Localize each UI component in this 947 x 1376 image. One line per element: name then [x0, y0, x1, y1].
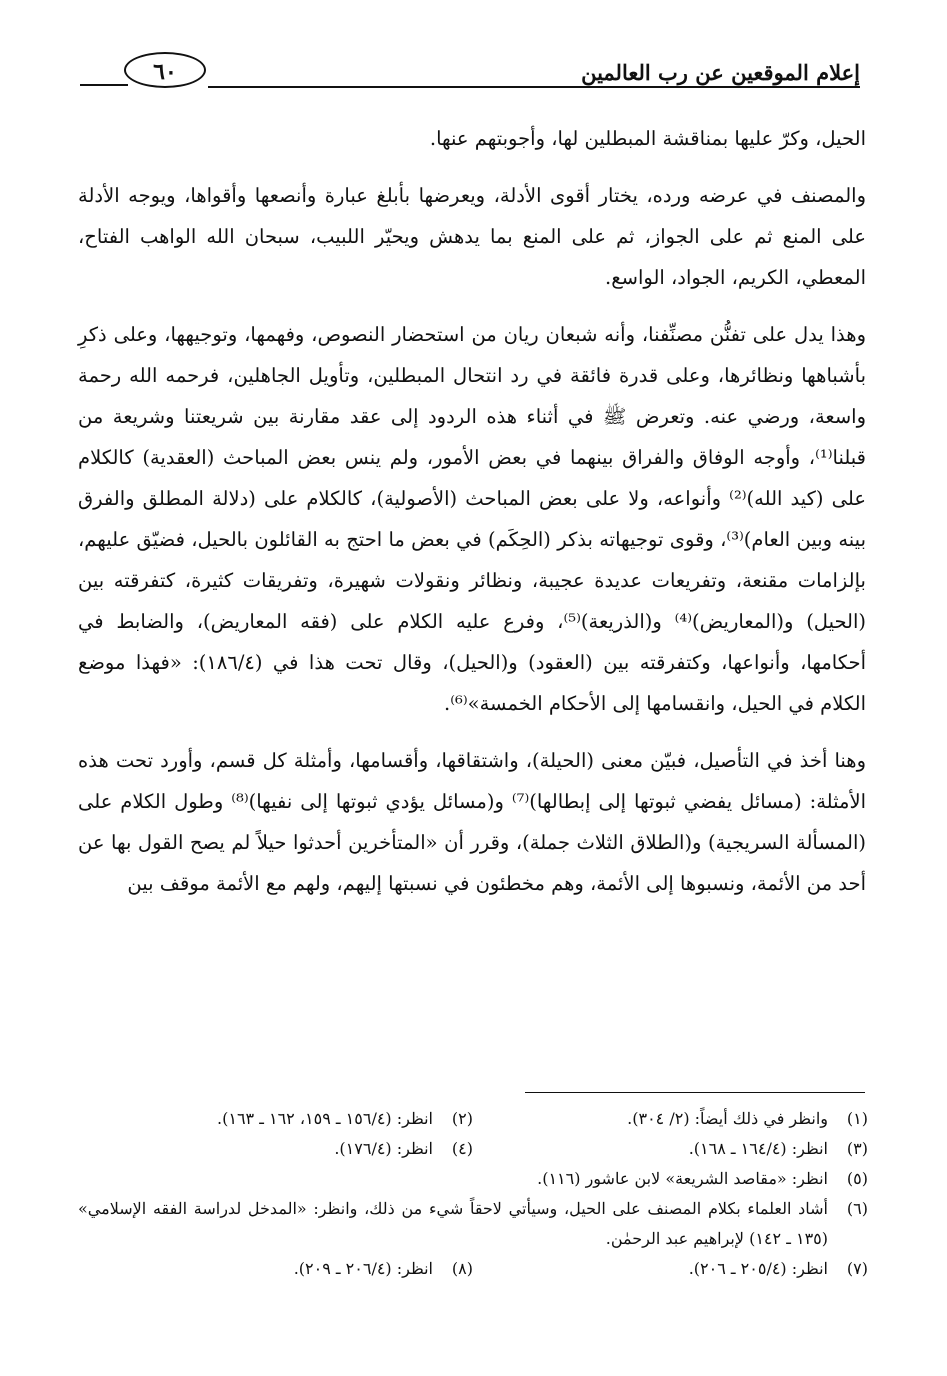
header-tail-rule: [80, 84, 128, 86]
footnote-number: (٦): [846, 1199, 868, 1218]
footnote-3: [473, 1134, 868, 1164]
footnote-5: [78, 1164, 868, 1194]
footnote-number: (٢): [451, 1109, 473, 1128]
footnote-text: انظر: (١٥٦/٤ ـ ١٥٩، ١٦٢ ـ ١٦٣).: [217, 1109, 433, 1128]
footnote-number: (٤): [451, 1139, 473, 1158]
footnote-8: [78, 1254, 473, 1284]
paragraph-1: الحيل، وكرّ عليها بمناقشة المبطلين لها، وأجوبتهم عنها.: [429, 127, 866, 150]
footnote-text: أشاد العلماء بكلام المصنف على الحيل، وسيأتي لاحقاً شيء من ذلك، وانظر: «المدخل لدراسة الفقه الإسلامي» (١٣٥ ـ ١٤٢) لإبراهيم عبد الرحمٰن.: [78, 1199, 828, 1248]
main-text: [78, 118, 866, 904]
footnote-4: [78, 1134, 473, 1164]
footnote-text: انظر: (٢٠٥/٤ ـ ٢٠٦).: [688, 1259, 828, 1278]
footnote-number: (٥): [846, 1169, 868, 1188]
footnote-number: (٣): [846, 1139, 868, 1158]
footnote-text: انظر: (٢٠٦/٤ ـ ٢٠٩).: [293, 1259, 433, 1278]
footnote-6: [78, 1194, 868, 1254]
running-header: [80, 50, 860, 92]
footnote-text: انظر: (١٧٦/٤).: [334, 1139, 433, 1158]
header-rule: [208, 86, 860, 88]
footnote-row: [78, 1254, 868, 1284]
footnote-1: [473, 1104, 868, 1134]
footnote-7: [473, 1254, 868, 1284]
footnote-row: [78, 1104, 868, 1134]
footnote-text: وانظر في ذلك أيضاً: (٢/ ٣٠٤).: [627, 1109, 828, 1128]
footnote-2: [78, 1104, 473, 1134]
footnote-text: انظر: (١٦٤/٤ ـ ١٦٨).: [688, 1139, 828, 1158]
footnote-separator: [525, 1092, 865, 1093]
footnote-number: (٧): [846, 1259, 868, 1278]
paragraph-4: وهنا أخذ في التأصيل، فبيّن معنى (الحيلة)، واشتقاقها، وأقسامها، وأمثلة كل قسم، وأورد تحت هذه الأمثلة: (مسائل يفضي ثبوتها إلى إبطالها)⁽⁷⁾ و(مسائل يؤدي ثبوتها إلى نفيها)⁽⁸⁾ وطول الكلام على (المسألة السريجية) و(الطلاق الثلاث جملة)، وقرر أن «المتأخرين أحدثوا حيلاً لم يصح القول بها عن أحد من الأئمة، ونسبوها إلى الأئمة، وهم مخطئون في نسبتها إليهم، ولهم مع الأئمة موقف بين: [78, 749, 866, 895]
footnote-number: (١): [846, 1109, 868, 1128]
book-title: إعلام الموقعين عن رب العالمين: [581, 60, 860, 85]
footnotes: [78, 1104, 868, 1284]
paragraph-2: والمصنف في عرضه ورده، يختار أقوى الأدلة، ويعرضها بأبلغ عبارة وأنصعها وأقواها، ويوجه الأدلة على المنع ثم على الجواز، ثم على المنع بما يدهش ويحيّر اللبيب، سبحان الله الواهب الفتاح، المعطي، الكريم، الجواد، الواسع.: [78, 184, 866, 289]
paragraph-3: وهذا يدل على تفنُّن مصنِّفنا، وأنه شبعان ريان من استحضار النصوص، وفهمها، وتوجيهها، وعلى ذكرِ بأشباهها ونظائرها، وعلى قدرة فائقة في رد انتحال المبطلين، وتأويل الجاهلين، فرحمه الله رحمة واسعة، ورضي عنه. وتعرض ﷺ في أثناء هذه الردود إلى عقد مقارنة بين شريعتنا وشريعة من قبلنا⁽¹⁾، وأوجه الوفاق والفراق بينهما في بعض الأمور، ولم ينس بعض المباحث (العقدية) كالكلام على (كيد الله)⁽²⁾ وأنواعه، ولا على بعض المباحث (الأصولية)، كالكلام على (دلالة المطلق والفرق بينه وبين العام)⁽³⁾، وقوى توجيهاته بذكر (الحِكَم) في بعض ما احتج به القائلون بالحيل، فضيّق عليهم، بإلزامات مقنعة، وتفريعات عديدة عجيبة، ونظائر ونقولات شهيرة، وتفريقات كثيرة، كتفرقته بين (الحيل) و(المعاريض)⁽⁴⁾ و(الذريعة)⁽⁵⁾، وفرع عليه الكلام على (فقه المعاريض)، والضابط في أحكامها، وأنواعها، وكتفرقته بين (العقود) و(الحيل)، وقال تحت هذا في (١٨٦/٤): «فهذا موضع الكلام في الحيل، وانقسامها إلى الأحكام الخمسة»⁽⁶⁾.: [78, 323, 867, 715]
footnote-number: (٨): [451, 1259, 473, 1278]
page-number: ٦٠: [124, 52, 206, 88]
footnote-row: [78, 1134, 868, 1164]
footnote-text: انظر: «مقاصد الشريعة» لابن عاشور (١١٦).: [537, 1169, 828, 1188]
